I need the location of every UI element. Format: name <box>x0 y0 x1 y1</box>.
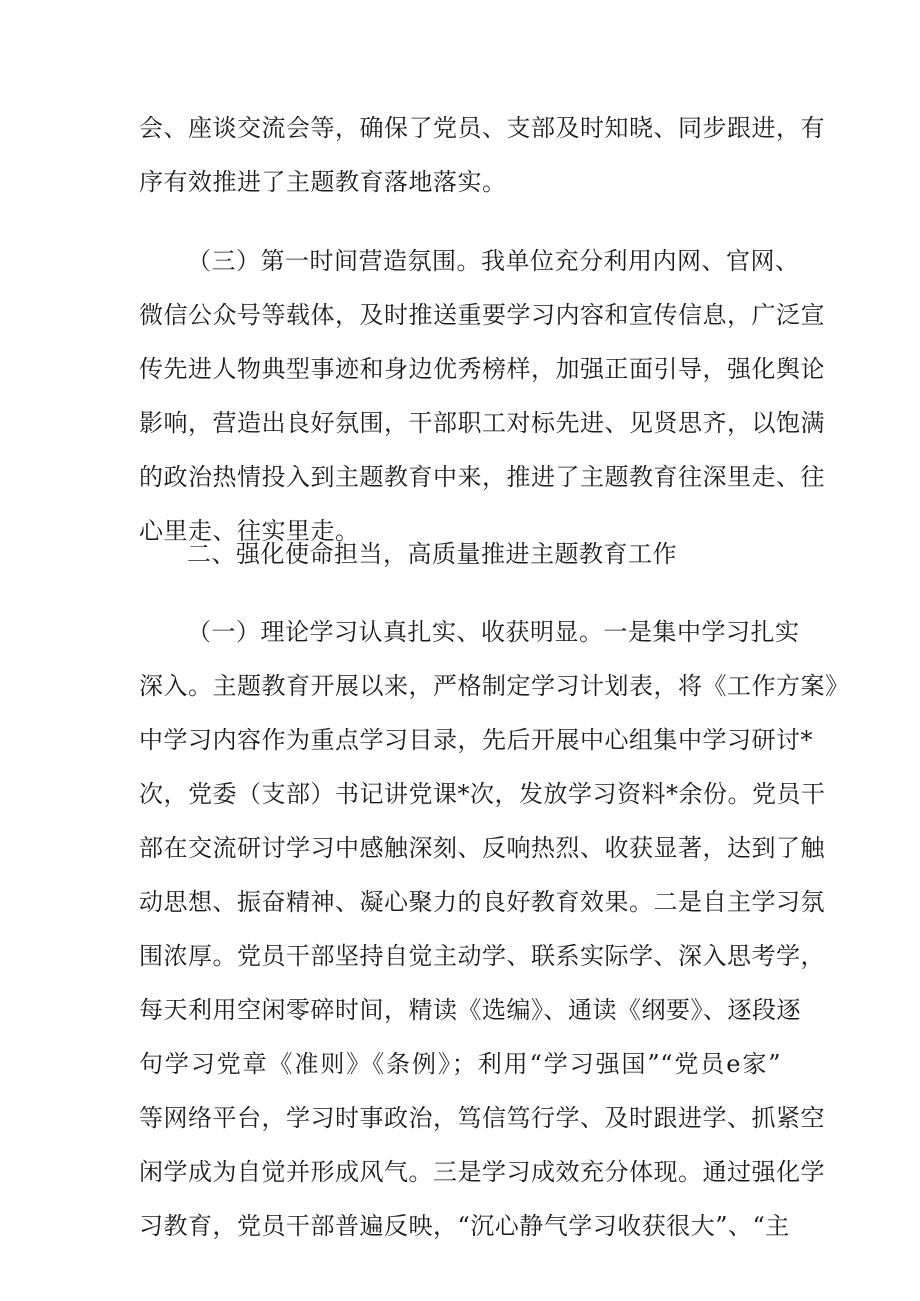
text-line: 深入。主题教育开展以来，严格制定学习计划表，将《工作方案》 <box>139 672 850 700</box>
paragraph-section-1 <box>139 605 850 1253</box>
text-line: 中学习内容作为重点学习目录，先后开展中心组集中学习研讨* <box>139 726 813 754</box>
text-line: 每天利用空闲零碎时间，精读《选编》、通读《纲要》、逐段逐 <box>139 996 801 1024</box>
text-line: 句学习党章《准则》《条例》；利用“学习强国”“党员e家” <box>139 1050 781 1078</box>
text-line: 等网络平台，学习时事政治，笃信笃行学、及时跟进学、抓紧空 <box>139 1104 825 1132</box>
text-line: 微信公众号等载体，及时推送重要学习内容和宣传信息，广泛宣 <box>139 301 825 329</box>
text-line: 的政治热情投入到主题教育中来，推进了主题教育往深里走、往 <box>139 463 825 491</box>
text-line: 围浓厚。党员干部坚持自觉主动学、联系实际学、深入思考学， <box>139 942 825 970</box>
text-line: 次，党委（支部）书记讲党课*次，发放学习资料*余份。党员干 <box>139 780 826 808</box>
text-line: 动思想、振奋精神、凝心聚力的良好教育效果。二是自主学习氛 <box>139 888 825 916</box>
text-line: （三）第一时间营造氛围。我单位充分利用内网、官网、 <box>187 247 800 275</box>
text-line: （一）理论学习认真扎实、收获明显。一是集中学习扎实 <box>187 618 800 646</box>
text-line: 心里走、往实里走。 <box>139 517 360 545</box>
section-heading <box>139 527 781 581</box>
text-line: 部在交流研讨学习中感触深刻、反响热烈、收获显著，达到了触 <box>139 834 825 862</box>
text-line: 会、座谈交流会等，确保了党员、支部及时知晓、同步跟进，有 <box>139 114 825 142</box>
text-line: 传先进人物典型事迹和身边优秀榜样，加强正面引导，强化舆论 <box>139 355 825 383</box>
heading-line: 二、强化使命担当，高质量推进主题教育工作 <box>187 540 677 568</box>
paragraph-section-3 <box>139 234 825 558</box>
text-line: 序有效推进了主题教育落地落实。 <box>139 168 507 196</box>
text-line: 影响，营造出良好氛围，干部职工对标先进、见贤思齐，以饱满 <box>139 409 825 437</box>
paragraph-continuation <box>139 101 825 209</box>
text-line: 闲学成为自觉并形成风气。三是学习成效充分体现。通过强化学 <box>139 1158 825 1186</box>
text-line: 习教育，党员干部普遍反映，“沉心静气学习收获很大”、“主 <box>139 1212 790 1240</box>
